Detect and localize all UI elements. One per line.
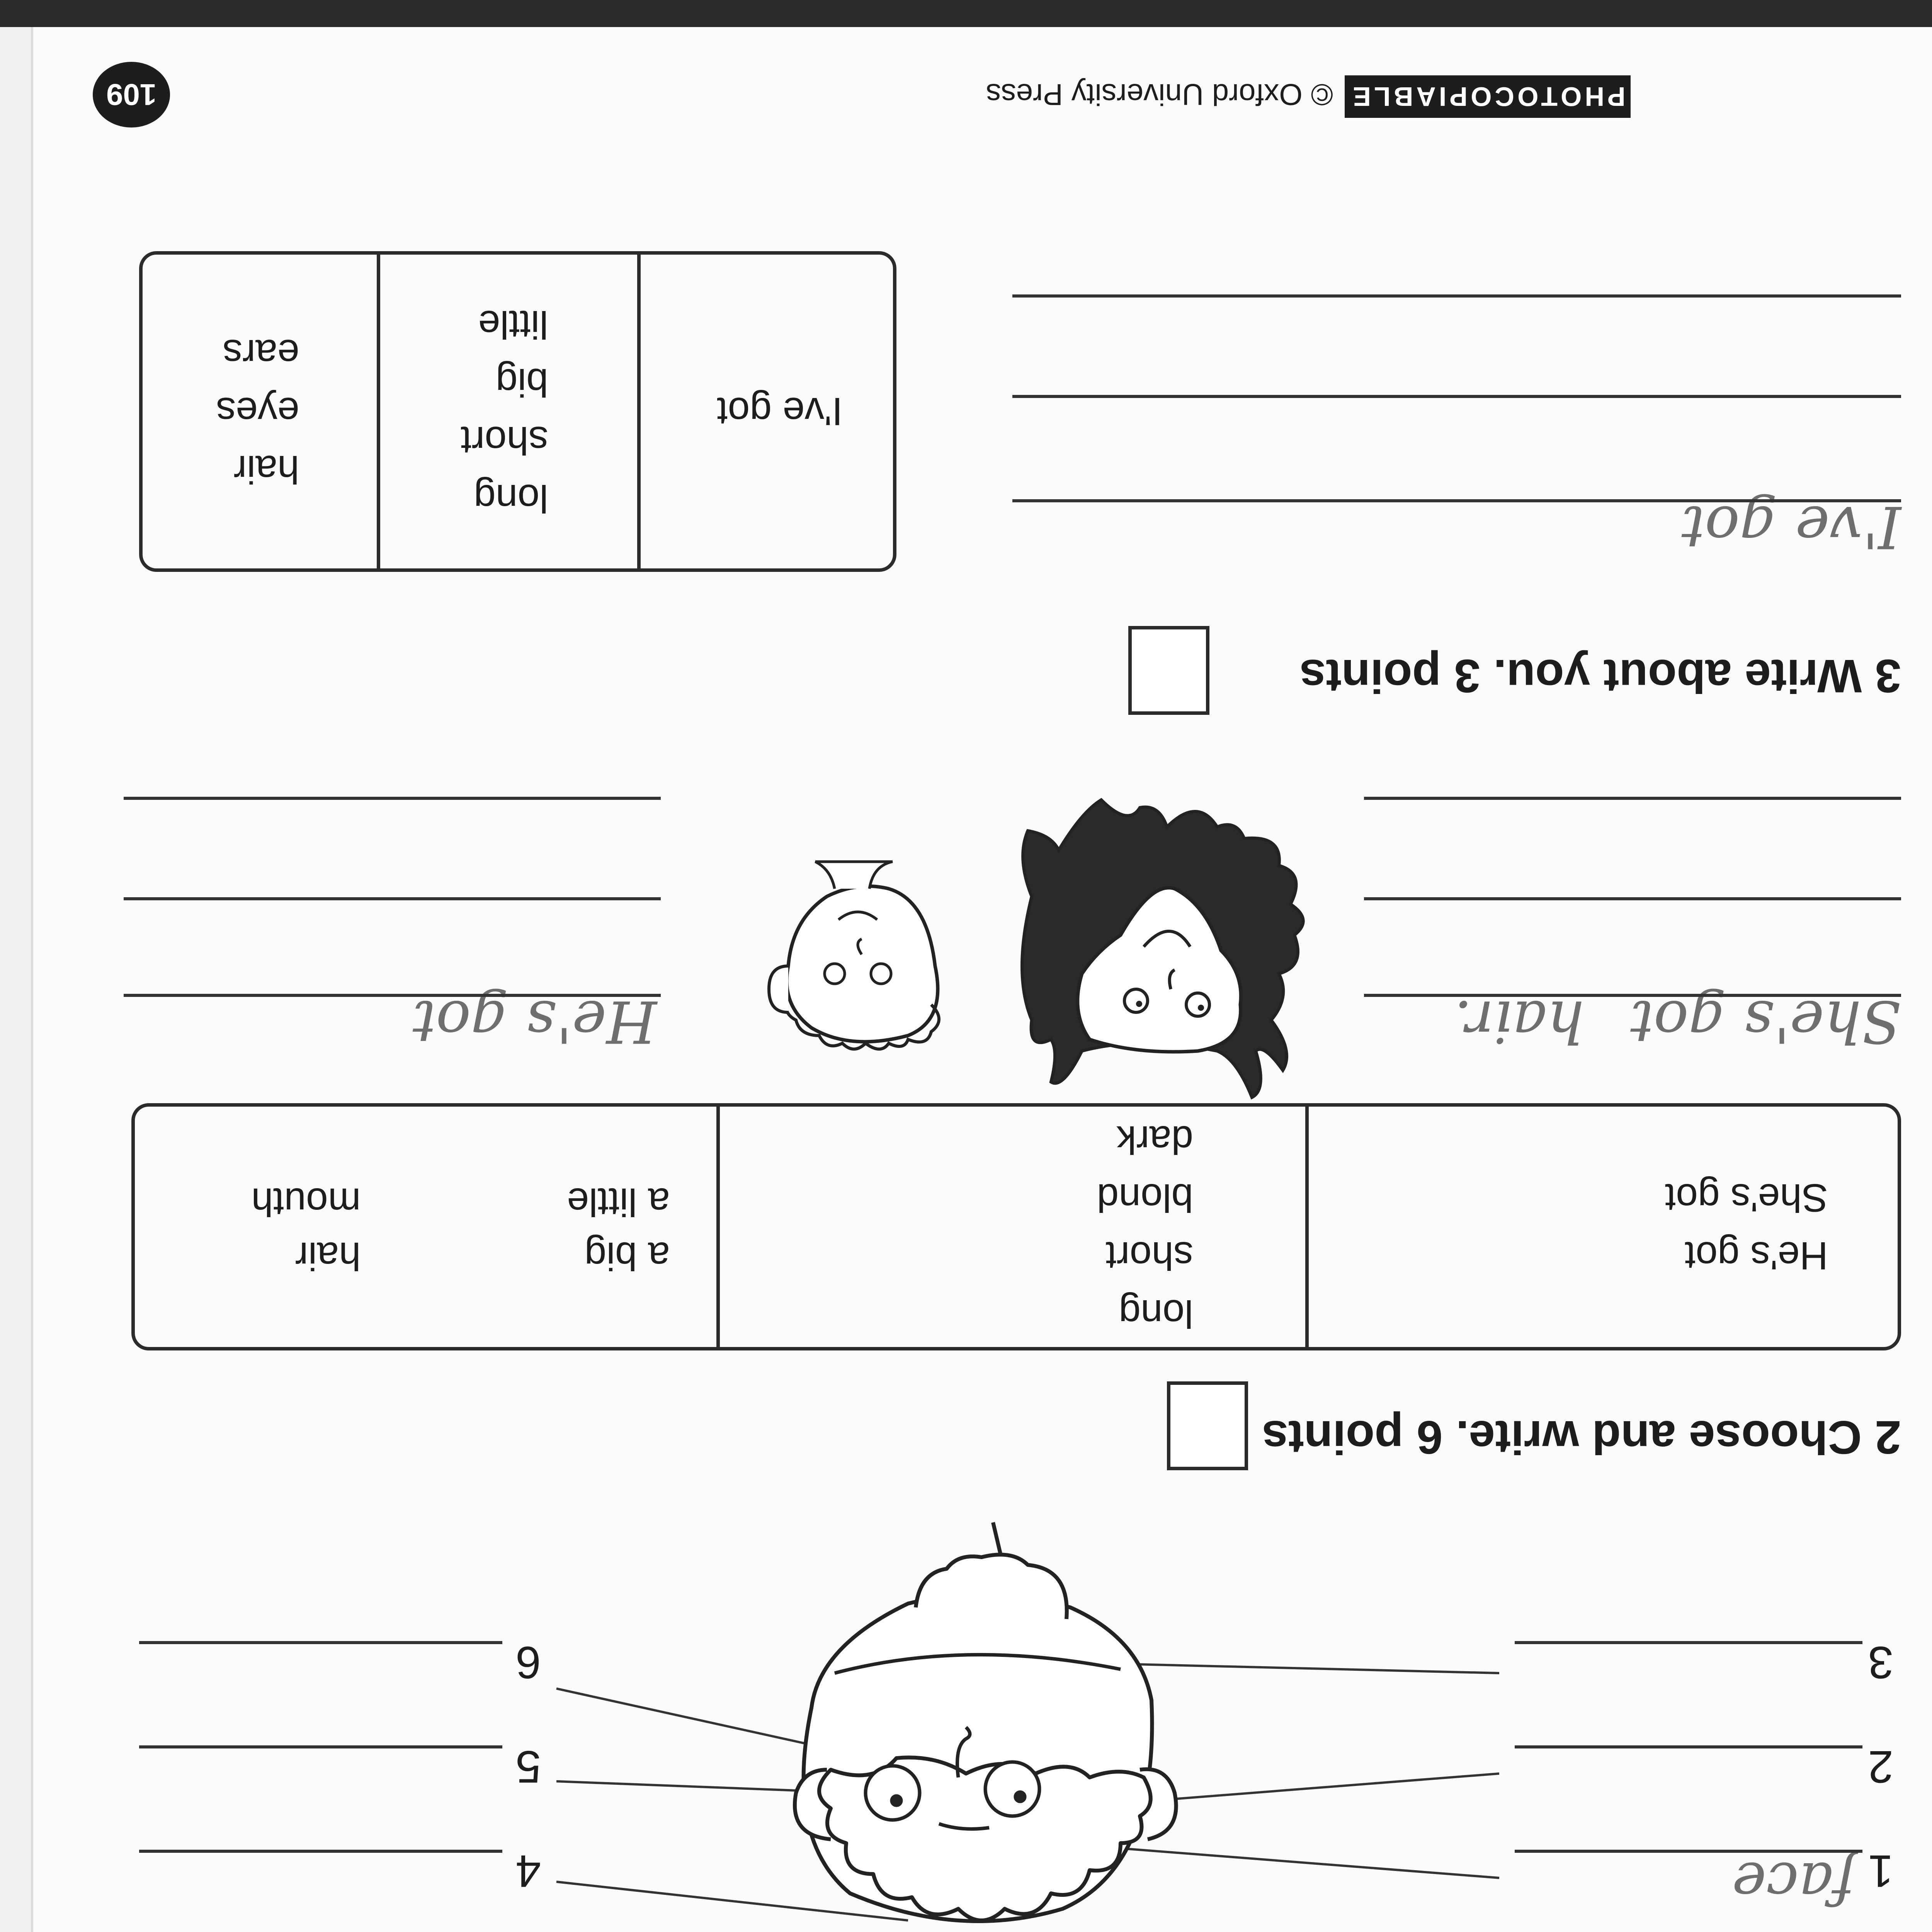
s2-cell-mouth: mouth [251,1180,361,1224]
section3-col-adjective [380,255,641,568]
answer-1-example: face [1732,1849,1855,1917]
s2-cell-hair: hair [295,1234,361,1278]
label-1: 1 [1868,1845,1893,1896]
copyright-text: © Oxford University Press [986,78,1333,112]
about-you-line-1[interactable] [1012,499,1901,502]
s3-cell-short: short [461,418,548,463]
about-you-line-2[interactable] [1012,395,1901,398]
example-ive-got: I've got [1681,493,1901,560]
s2-cell-short: short [1105,1234,1194,1278]
s3-cell-ears: ears [223,332,299,376]
s3-cell-little: little [478,303,548,347]
s3-cell-eyes: eyes [216,389,299,434]
page-number-text: 109 [106,78,157,112]
s2-cell-blond: blond [1097,1176,1194,1220]
s3-cell-ive-got: I've got [717,389,843,434]
section3-col-noun [143,255,380,568]
section3-col-subject [641,255,893,568]
about-you-line-3[interactable] [1012,294,1901,298]
label-6: 6 [515,1637,541,1688]
s3-cell-long: long [474,476,548,520]
s2-cell-shes-got: She's got [1665,1176,1828,1220]
s2-cell-a-little: a little [567,1180,670,1224]
s2-cell-a-big: a big [584,1234,670,1278]
label-5: 5 [515,1741,541,1792]
s2-cell-dark: dark [1116,1118,1194,1162]
section3-table [139,251,896,572]
example-shes-got: She's got [1630,988,1901,1055]
label-3: 3 [1868,1637,1893,1688]
section2-heading: 2 Choose and write. 6 points [1262,1411,1901,1464]
section3-heading: 3 Write about you. 3 points [1299,650,1901,702]
s2-cell-hes-got: He's got [1685,1234,1828,1278]
s3-cell-hair: hair [233,447,299,492]
label-4: 4 [515,1845,541,1896]
label-2: 2 [1868,1741,1893,1792]
example-hes-got: He's got [412,988,657,1055]
badge-text: PHOTOCOPIABLE [1350,82,1626,112]
s2-cell-long: long [1119,1292,1194,1336]
s3-cell-big: big [495,361,548,405]
section3-score-box[interactable] [1128,626,1209,715]
example-hair: hair. [1454,988,1584,1055]
